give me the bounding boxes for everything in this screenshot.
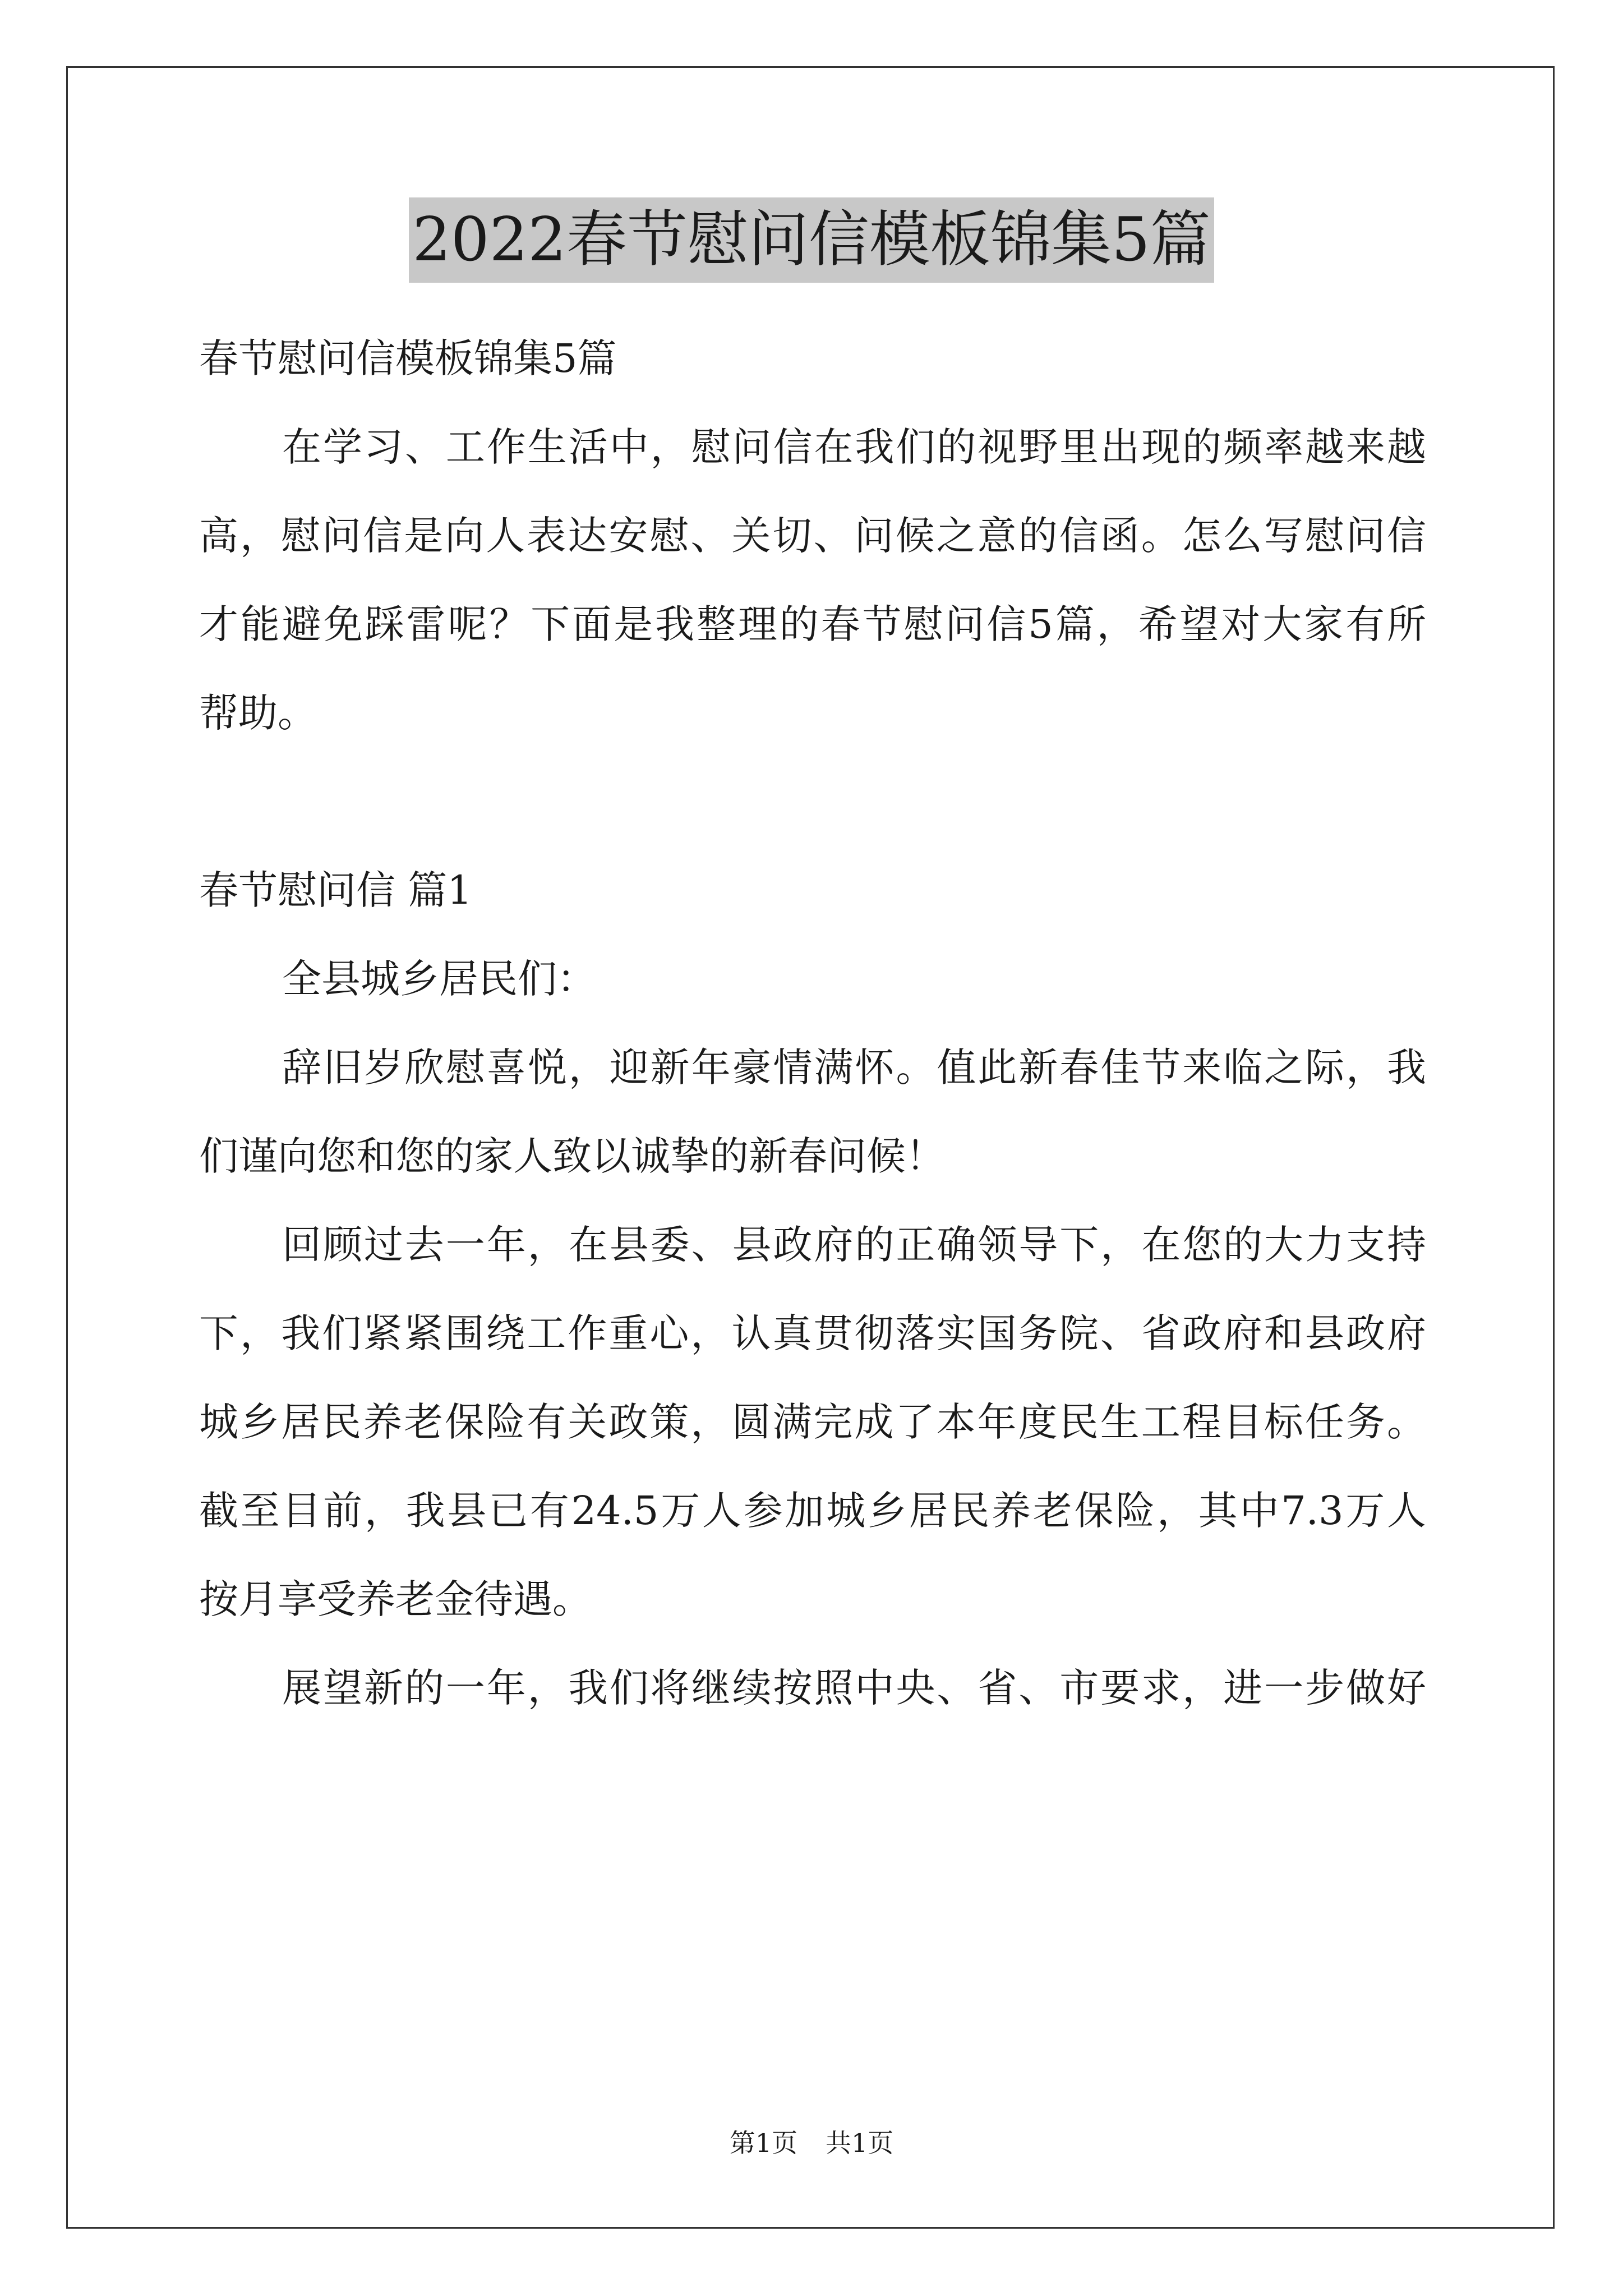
para2-line-3: 城乡居民养老保险有关政策，圆满完成了本年度民生工程目标任务。 — [199, 1399, 1426, 1445]
page-number: 第1页 — [729, 2128, 797, 2158]
para2-line-5: 按月享受养老金待遇。 — [199, 1576, 592, 1622]
intro-line-2: 高，慰问信是向人表达安慰、关切、问候之意的信函。怎么写慰问信 — [199, 513, 1426, 559]
para2-line-1: 回顾过去一年，在县委、县政府的正确领导下，在您的大力支持 — [282, 1222, 1426, 1268]
para2-line-2: 下，我们紧紧围绕工作重心，认真贯彻落实国务院、省政府和县政府 — [199, 1310, 1426, 1356]
document-body — [199, 314, 1426, 1732]
page-total: 共1页 — [826, 2128, 894, 2158]
section-heading: 春节慰问信 篇1 — [199, 867, 472, 913]
para2-line-4: 截至目前，我县已有24.5万人参加城乡居民养老保险，其中7.3万人 — [199, 1488, 1426, 1534]
para1-line-2: 们谨向您和您的家人致以诚挚的新春问候！ — [199, 1133, 945, 1179]
salutation: 全县城乡居民们： — [282, 956, 596, 1002]
para3-line-1: 展望新的一年，我们将继续按照中央、省、市要求，进一步做好 — [282, 1665, 1426, 1711]
intro-line-3: 才能避免踩雷呢？下面是我整理的春节慰问信5篇，希望对大家有所 — [199, 601, 1426, 647]
page-footer — [0, 2126, 1623, 2160]
document-title: 2022春节慰问信模板锦集5篇 — [409, 197, 1214, 283]
section-gap — [199, 757, 1426, 846]
para1-line-1: 辞旧岁欣慰喜悦，迎新年豪情满怀。值此新春佳节来临之际，我 — [282, 1045, 1426, 1091]
subtitle: 春节慰问信模板锦集5篇 — [199, 335, 617, 381]
intro-line-4: 帮助。 — [199, 690, 317, 736]
title-container — [0, 197, 1623, 283]
intro-line-1: 在学习、工作生活中，慰问信在我们的视野里出现的频率越来越 — [282, 424, 1426, 470]
